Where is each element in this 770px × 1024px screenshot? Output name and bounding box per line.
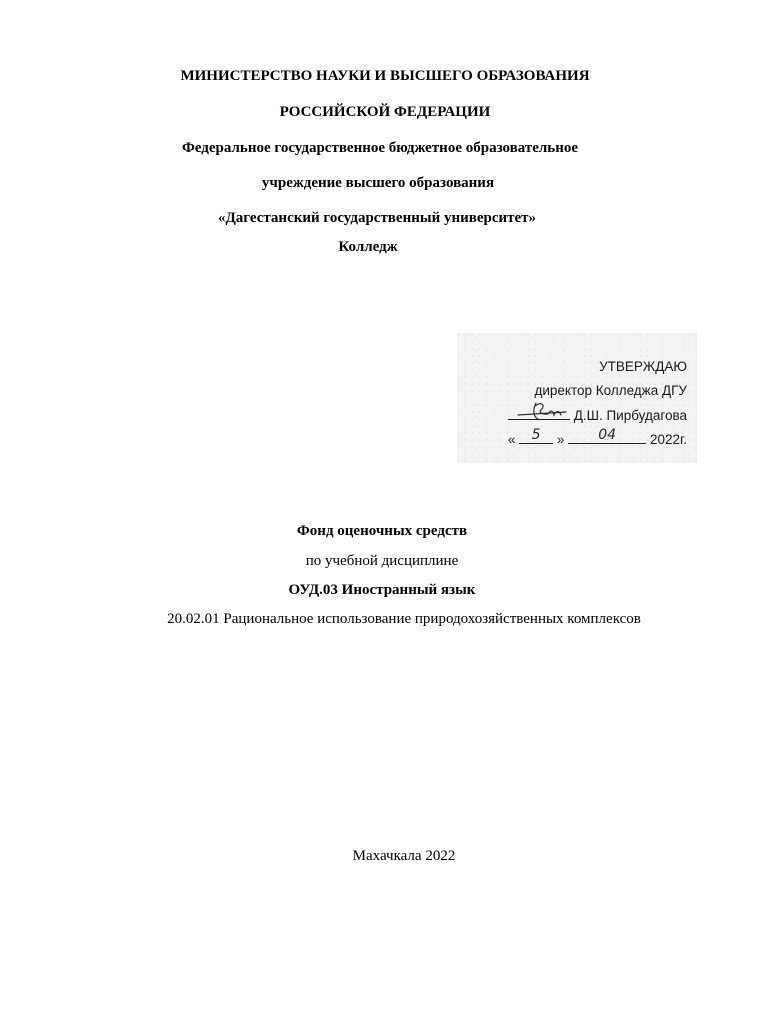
approval-date — [507, 427, 687, 448]
college-label: Колледж — [338, 239, 398, 255]
document-subtitle: по учебной дисциплине — [305, 553, 459, 569]
institution-line-2: учреждение высшего образования — [261, 175, 495, 191]
university-name: «Дагестанский государственный университет» — [217, 210, 537, 226]
approval-position: директор Колледжа ДГУ — [534, 383, 687, 398]
date-day-field — [519, 427, 553, 444]
approval-title: УТВЕРЖДАЮ — [599, 359, 687, 374]
date-open-quote: « — [507, 432, 516, 447]
document-title: Фонд оценочных средств — [296, 523, 468, 539]
discipline-name: ОУД.03 Иностранный язык — [288, 582, 476, 598]
date-year: 2022г. — [649, 432, 687, 447]
specialty-name: 20.02.01 Рациональное использование природохозяйственных комплексов — [167, 611, 641, 627]
approval-signature-line — [508, 407, 687, 424]
date-day: 5 — [531, 427, 541, 443]
date-month: 04 — [598, 427, 617, 443]
institution-line-1: Федеральное государственное бюджетное образовательное — [181, 140, 579, 156]
city-year: Махачкала 2022 — [352, 848, 456, 864]
approval-stamp — [457, 333, 697, 463]
ministry-line-2: РОССИЙСКОЙ ФЕДЕРАЦИИ — [279, 104, 491, 120]
date-close-quote: » — [556, 432, 565, 447]
signature-icon — [508, 397, 570, 423]
ministry-line-1: МИНИСТЕРСТВО НАУКИ И ВЫСШЕГО ОБРАЗОВАНИЯ — [180, 68, 590, 84]
signature-underline — [508, 407, 570, 420]
approval-name: Д.Ш. Пирбудагова — [573, 408, 687, 423]
date-month-field — [568, 427, 646, 444]
